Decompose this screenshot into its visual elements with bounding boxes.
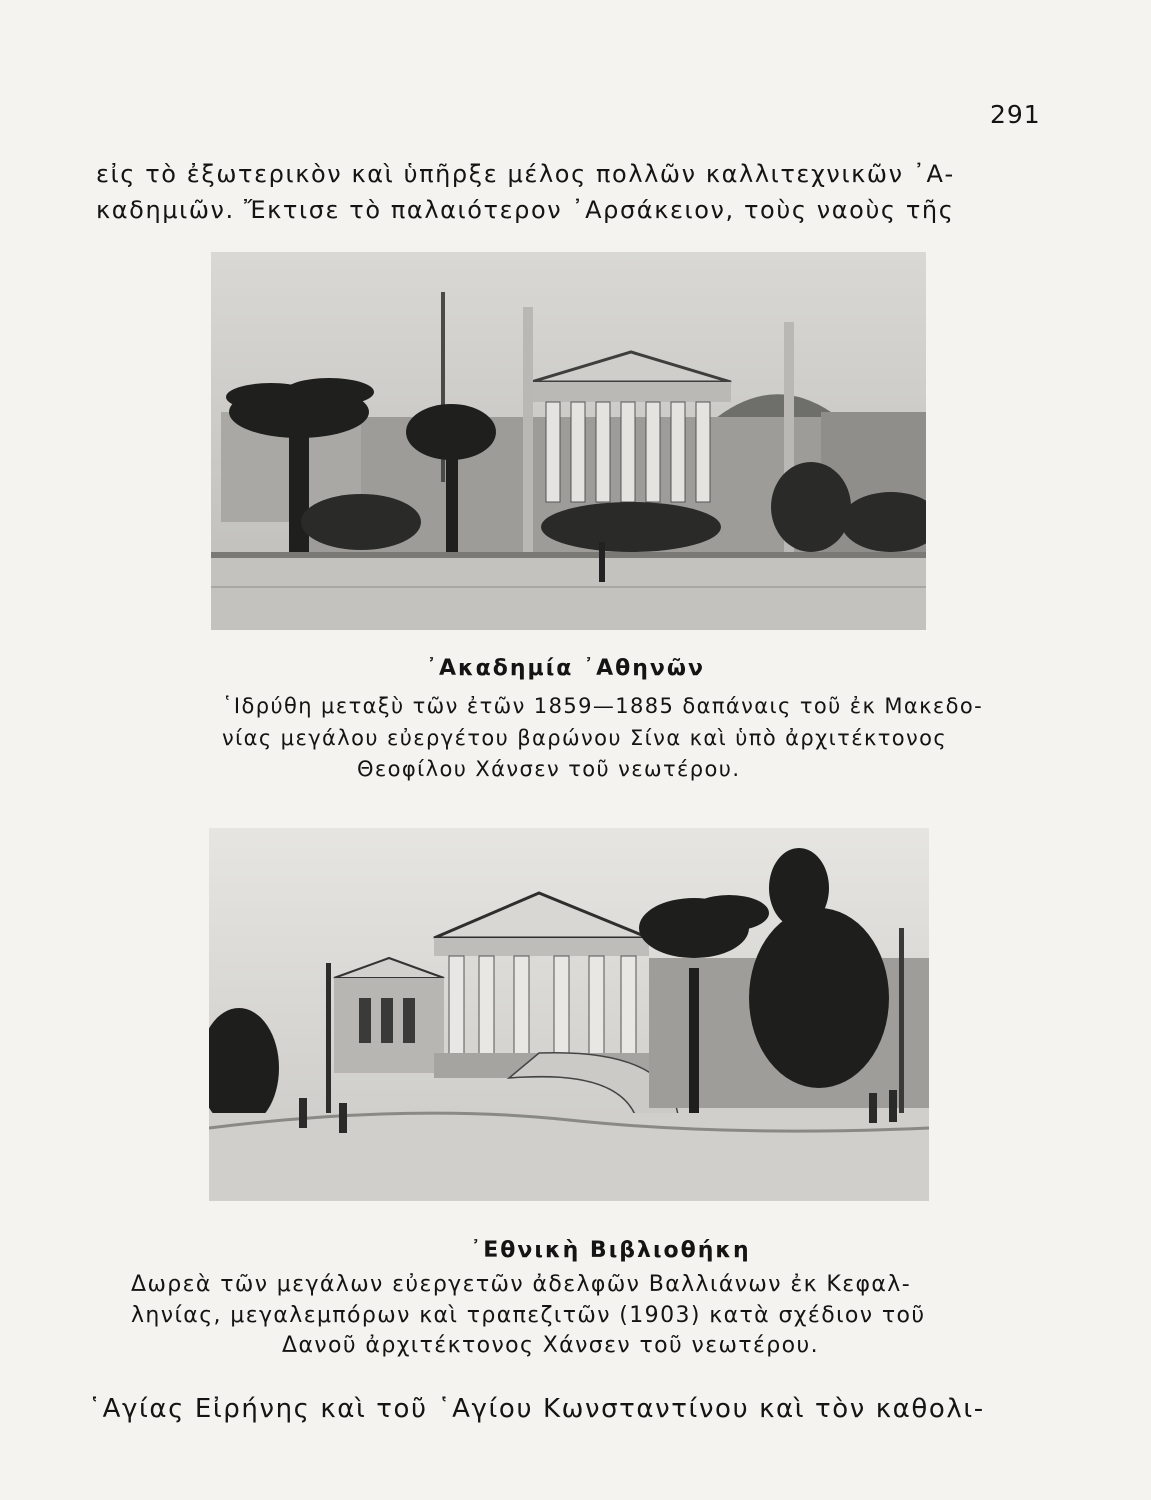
academy-of-athens-photo (211, 252, 926, 630)
figure-title: ᾿Ακαδημία ᾿Αθηνῶν (426, 656, 705, 681)
figure-caption-line: Δωρεὰ τῶν μεγάλων εὐεργετῶν ἀδελφῶν Βαλλιάνων ἐκ Κεφαλ- (131, 1272, 912, 1297)
figure-caption-line: ληνίας, μεγαλεμπόρων καὶ τραπεζιτῶν (1903) κατὰ σχέδιον τοῦ (131, 1303, 926, 1328)
national-library-photo (209, 828, 929, 1201)
figure-title: ᾿Εθνικὴ Βιβλιοθήκη (470, 1238, 751, 1263)
figure-caption-line: Δανοῦ ἀρχιτέκτονος Χάνσεν τοῦ νεωτέρου. (282, 1333, 819, 1358)
figure-caption-line: ῾Ιδρύθη μεταξὺ τῶν ἐτῶν 1859—1885 δαπάναις τοῦ ἐκ Μακεδο- (222, 694, 984, 718)
figure-caption-line: Θεοφίλου Χάνσεν τοῦ νεωτέρου. (357, 757, 741, 781)
body-text-line: ῾Αγίας Εἰρήνης καὶ τοῦ ῾Αγίου Κωνσταντίνου καὶ τὸν καθολι- (88, 1394, 985, 1424)
page-number: 291 (990, 100, 1041, 129)
body-text-line: εἰς τὸ ἐξωτερικὸν καὶ ὑπῆρξε μέλος πολλῶν καλλιτεχνικῶν ᾿Α- (96, 160, 955, 188)
figure-caption-line: νίας μεγάλου εὐεργέτου βαρώνου Σίνα καὶ ὑπὸ ἀρχιτέκτονος (222, 726, 948, 750)
body-text-line: καδημιῶν. Ἔκτισε τὸ παλαιότερον ᾿Αρσάκειον, τοὺς ναοὺς τῆς (96, 196, 955, 224)
